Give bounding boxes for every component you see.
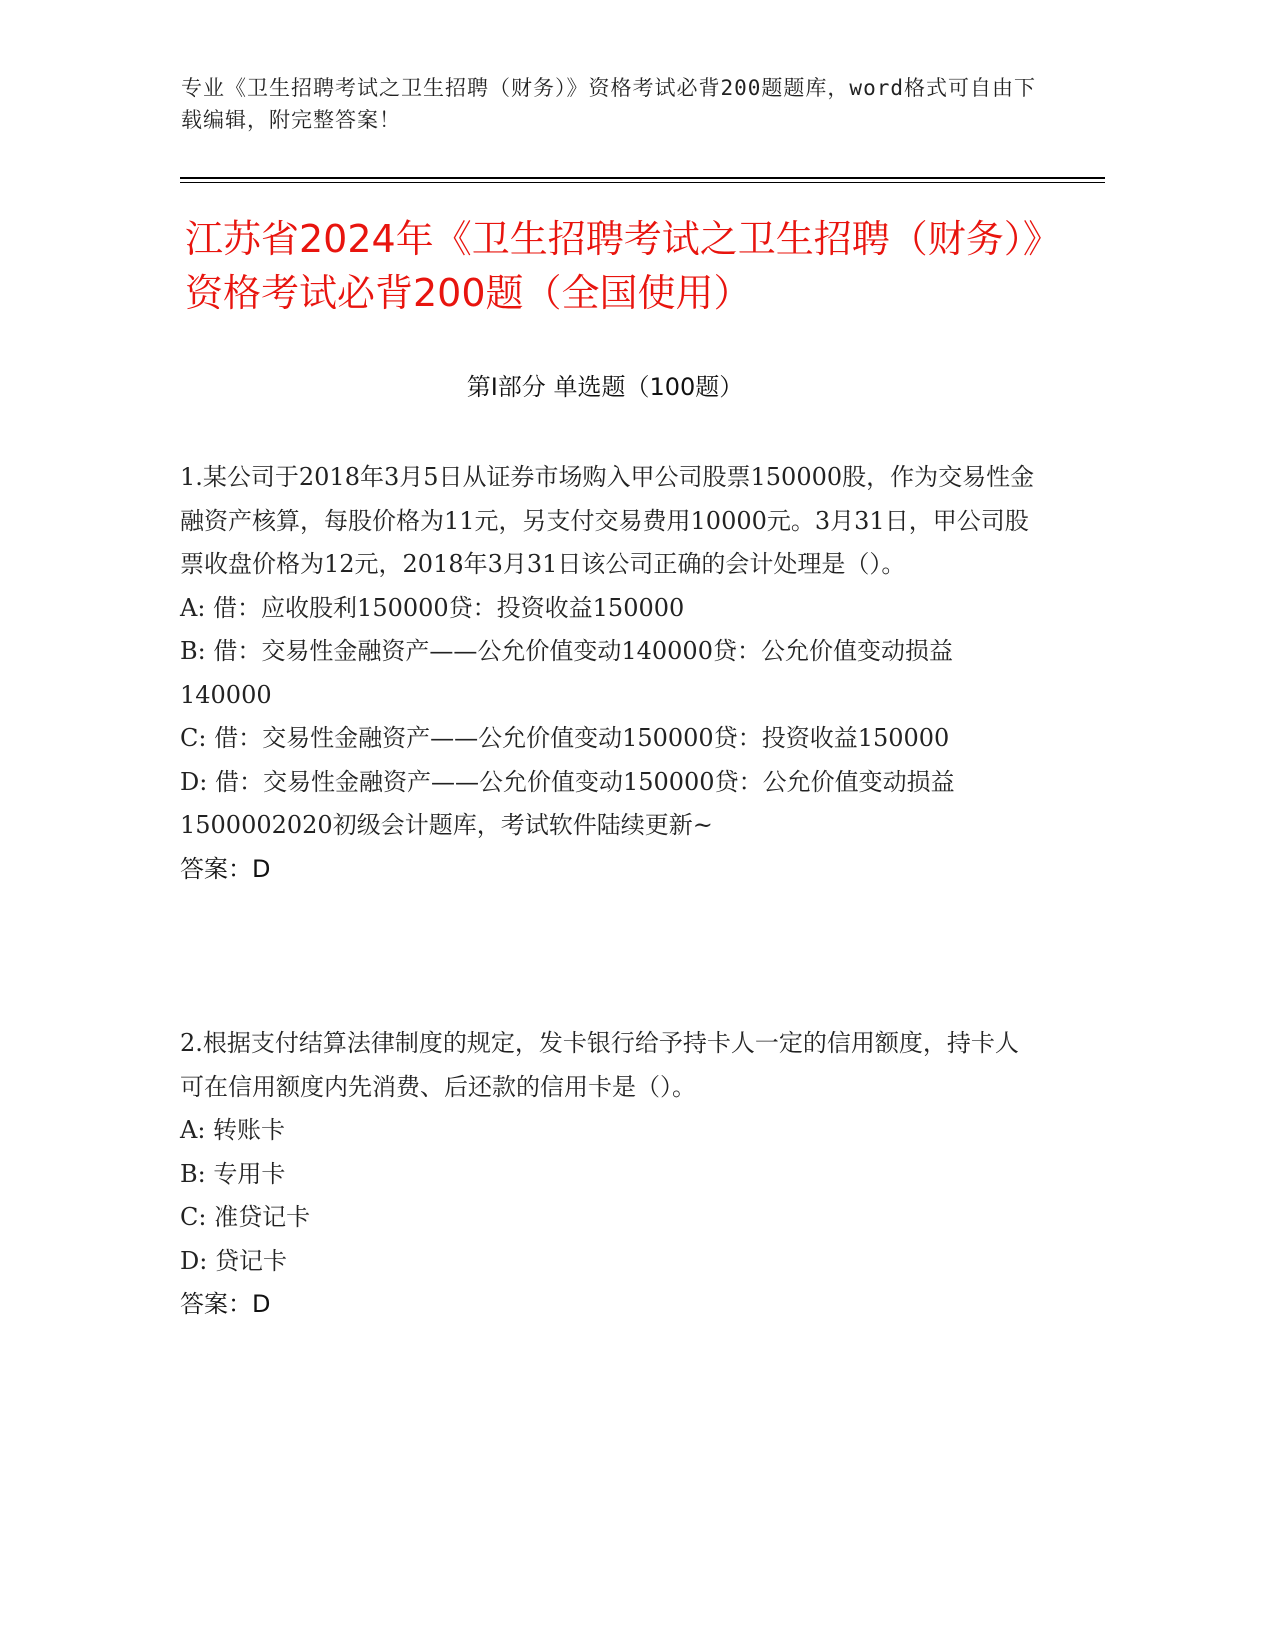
option-b: B: 借：交易性金融资产——公允价值变动140000贷：公允价值变动损益140000 <box>180 637 953 709</box>
header-note: 专业《卫生招聘考试之卫生招聘（财务）》资格考试必背200题题库，word格式可自由下载编辑，附完整答案！ <box>181 76 1036 132</box>
question-stem: 1.某公司于2018年3月5日从证券市场购入甲公司股票150000股，作为交易性金融资产核算，每股价格为11元，另支付交易费用10000元。3月31日，甲公司股票收盘价格为12元，2018年3月31日该公司正确的会计处理是（）。 <box>180 463 1035 578</box>
question-stem: 2.根据支付结算法律制度的规定，发卡银行给予持卡人一定的信用额度，持卡人可在信用额度内先消费、后还款的信用卡是（）。 <box>180 1029 1019 1101</box>
option-a: A: 借：应收股利150000贷：投资收益150000 <box>180 593 685 622</box>
question-1 <box>180 456 1040 891</box>
answer-line: 答案：D <box>180 854 271 883</box>
section-heading: 第I部分 单选题（100题） <box>466 373 744 401</box>
document-title: 江苏省2024年《卫生招聘考试之卫生招聘（财务）》资格考试必背200题（全国使用） <box>185 217 1061 315</box>
option-c: C: 借：交易性金融资产——公允价值变动150000贷：投资收益150000 <box>180 724 950 752</box>
option-d: D: 贷记卡 <box>180 1246 287 1275</box>
header-divider-thick <box>180 177 1105 179</box>
question-2 <box>180 1022 1040 1327</box>
option-a: A: 转账卡 <box>180 1116 286 1144</box>
option-c: C: 准贷记卡 <box>180 1203 311 1231</box>
option-d: D: 借：交易性金融资产——公允价值变动150000贷：公允价值变动损益1500002020初级会计题库，考试软件陆续更新~ <box>180 767 955 839</box>
option-b: B: 专用卡 <box>180 1159 286 1188</box>
header-divider-thin <box>180 182 1105 183</box>
answer-line: 答案：D <box>180 1290 271 1318</box>
